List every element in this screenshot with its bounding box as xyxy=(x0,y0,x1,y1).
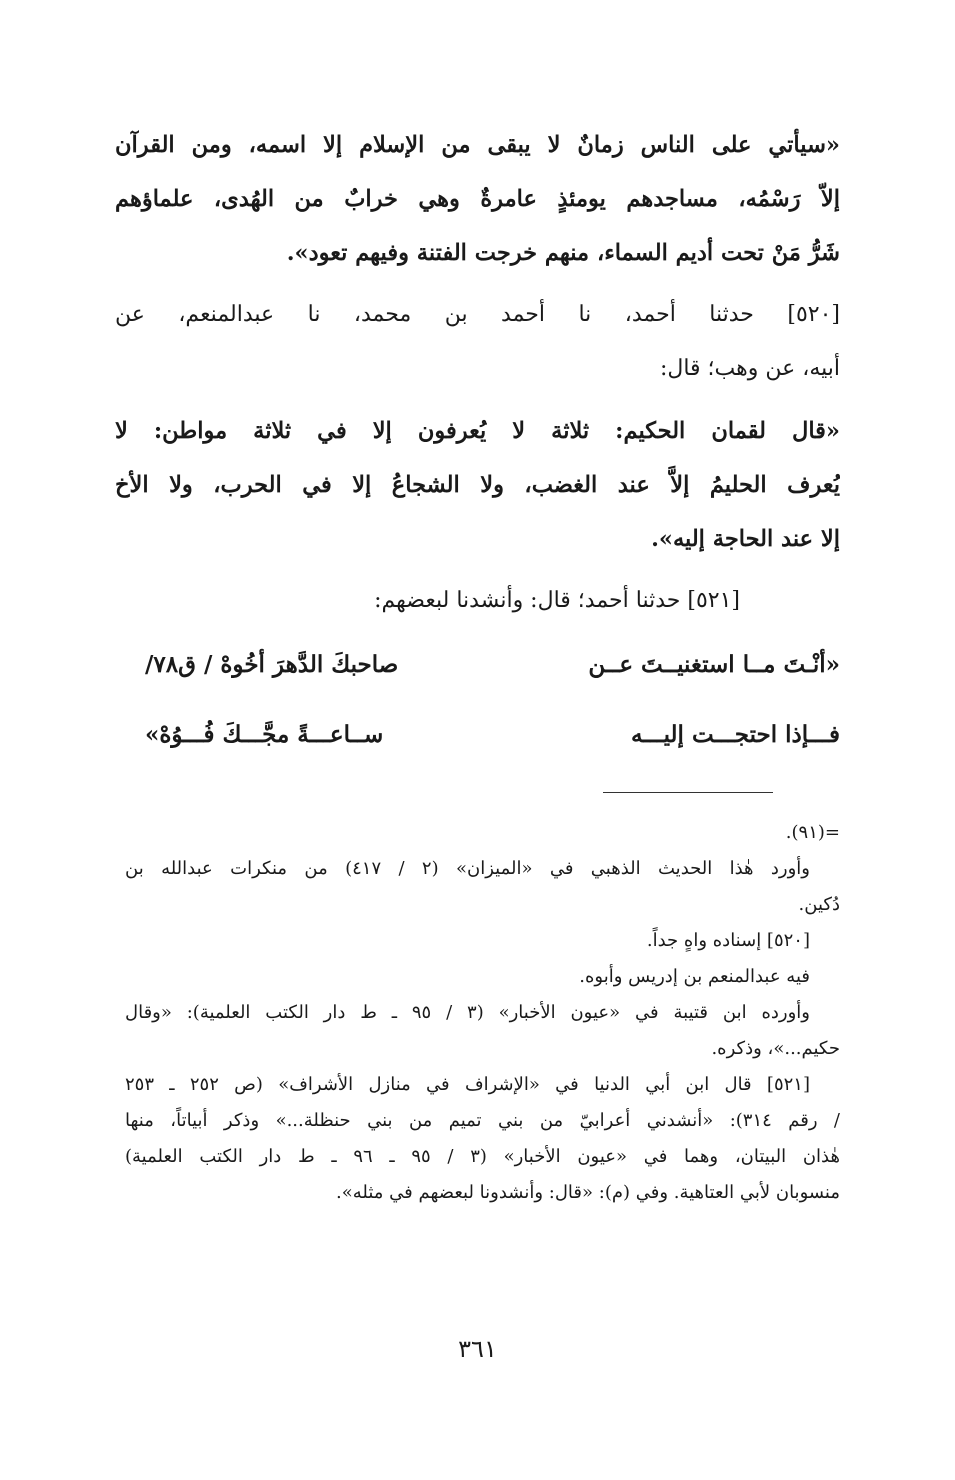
footnote-line: منسوبان لأبي العتاهية. وفي (م): «قال: وأنشدونا لبعضهم في مثله». xyxy=(336,1182,840,1203)
text-line: إلا عند الحاجة إليه». xyxy=(651,526,840,552)
text-line: «قال لقمان الحكيم: ثلاثة لا يُعرفون إلا في ثلاثة مواطن: لا xyxy=(115,418,840,444)
footnote-line: وأورد هٰذا الحديث الذهبي في «الميزان» (٢ / ٤١٧) من منكرات عبدالله بن xyxy=(125,858,810,879)
poem-hemistich: «أنْـتَ مــا استغنيــتَ عــن xyxy=(588,651,840,678)
text-line: «سيأتي على الناس زمانٌ لا يبقى من الإسلام إلا اسمه، ومن القرآن xyxy=(115,132,840,158)
text-line: أبيه، عن وهب؛ قال: xyxy=(659,356,840,381)
footnote-separator xyxy=(603,792,773,793)
footnote-line: [٥٢٠] إسناده واهٍ جداً. xyxy=(646,930,810,951)
poem-hemistich: صاحبكَ الدَّهرَ أخُوهْ / ق٧٨/ xyxy=(145,651,399,678)
main-text xyxy=(115,118,840,628)
page-number: ٣٦١ xyxy=(458,1335,497,1363)
footnote-line: دُكين. xyxy=(798,894,840,915)
text-line: [٥٢٠] حدثنا أحمد، نا أحمد بن محمد، نا عبدالمنعم، عن xyxy=(115,302,840,327)
poem-hemistich: ســاعـــةً مجَّـــكَ فُـــوُهْ» xyxy=(145,721,384,748)
footnote-line: / رقم ٣١٤): «أنشدني أعرابيّ من بني تميم من بني حنظلة...» وذكر أبياتاً، منها xyxy=(125,1110,840,1131)
footnote-line: فيه عبدالمنعم بن إدريس وأبوه. xyxy=(579,966,810,987)
footnote-line: =(٩١). xyxy=(785,822,840,843)
text-line: يُعرف الحليمُ إلاَّ عند الغضب، ولا الشجاعُ إلا في الحرب، ولا الأخ xyxy=(115,472,840,498)
footnote-line: [٥٢١] قال ابن أبي الدنيا في «الإشراف في منازل الأشراف» (ص ٢٥٢ ـ ٢٥٣ xyxy=(125,1074,811,1095)
poem-hemistich: فـــإذا احتجـــت إليـــه xyxy=(631,721,840,748)
text-line: إلاّ رَسْمُه، مساجدهم يومئذٍ عامرةٌ وهي خرابٌ من الهُدى، علماؤهم xyxy=(115,186,840,212)
footnote-line: هٰذان البيتان، وهما في «عيون الأخبار» (٣ / ٩٥ ـ ٩٦ ـ ط دار الكتب العلمية) xyxy=(125,1146,840,1167)
text-line: [٥٢١] حدثنا أحمد؛ قال: وأنشدنا لبعضهم: xyxy=(374,588,740,613)
footnotes xyxy=(125,815,840,1211)
text-line: شَرُّ مَنْ تحت أديم السماء، منهم خرجت الفتنة وفيهم تعود». xyxy=(286,240,840,266)
footnote-line: حكيم...»، وذكره. xyxy=(711,1038,840,1059)
footnote-line: وأورده ابن قتيبة في «عيون الأخبار» (٣ / ٩٥ ـ ط دار الكتب العلمية): «وقال xyxy=(125,1002,810,1023)
